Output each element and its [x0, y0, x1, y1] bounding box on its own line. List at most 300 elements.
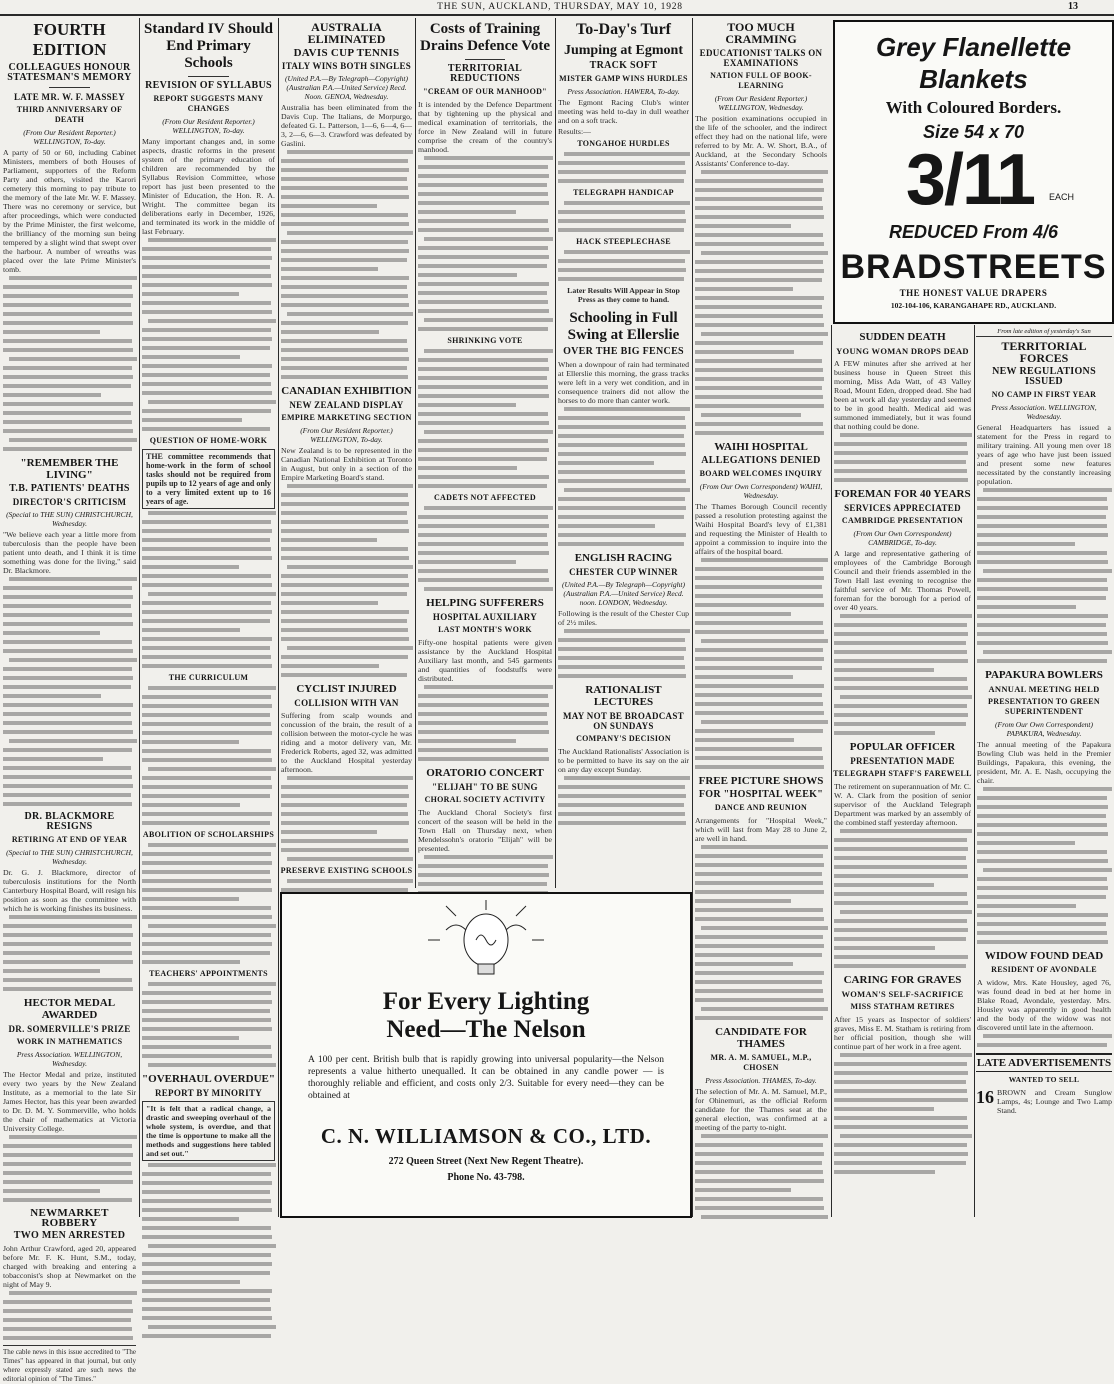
masthead — [0, 0, 1114, 14]
text-line — [142, 301, 271, 305]
headline: HELPING SUFFERERS — [426, 597, 544, 609]
article-text — [142, 511, 275, 668]
text-line — [977, 931, 1107, 935]
text-line — [834, 623, 967, 627]
text-line — [695, 765, 824, 769]
text-line — [148, 686, 276, 690]
text-line — [148, 767, 276, 771]
article-text: The Auckland Choral Society's first concert of the season will be held in the Town Hall on Thursday next, when Mendelssohn's oratorio "Elijah" will be presented. — [418, 808, 552, 853]
text-line — [695, 684, 824, 688]
race-results — [558, 250, 689, 281]
text-line — [701, 926, 828, 930]
text-line — [558, 803, 684, 807]
text-line — [834, 1170, 935, 1174]
text-line — [977, 659, 1107, 663]
subhead: REPORT BY MINORITY — [154, 1088, 263, 1098]
text-line — [142, 722, 271, 726]
text-line — [695, 729, 823, 733]
subhead: PRESENTATION MADE — [850, 756, 955, 766]
ad-reduced: REDUCED From 4/6 — [888, 222, 1059, 242]
masthead-title: THE SUN, AUCKLAND, THURSDAY, MAY 10, 1928 — [437, 2, 683, 12]
section-head: ABOLITION OF SCHOLARSHIPS — [142, 830, 275, 839]
text-line — [3, 348, 133, 352]
text-line — [564, 629, 690, 633]
text-line — [281, 655, 408, 659]
text-line — [834, 964, 966, 968]
text-line — [142, 1181, 272, 1185]
classified-ad — [976, 1088, 1112, 1115]
text-line — [418, 457, 547, 461]
text-line — [695, 872, 822, 876]
text-line — [695, 585, 822, 589]
text-line — [424, 237, 553, 241]
article-text — [977, 488, 1111, 663]
text-line — [9, 1135, 137, 1139]
article-text: Following is the result of the Chester Cup of 2½ miles. — [558, 609, 689, 627]
subhead: LATE MR. W. F. MASSEY — [13, 92, 126, 102]
text-line — [695, 998, 824, 1002]
article-text — [418, 349, 552, 488]
text-line — [142, 373, 270, 377]
text-line — [695, 675, 793, 679]
article-text — [695, 558, 827, 769]
text-line — [281, 628, 408, 632]
text-line — [281, 547, 408, 551]
article-text: Many important changes and, in some aspects, drastic reforms in the present system of the primary education of children are recommended by the Syllabus Revision Committee, whose report has just been presented to the Minister of Education, the Hon. R. A. Wright. The committee began its deliberations early in December, 1926, and terminated its work in the middle of last February. — [142, 137, 275, 236]
text-line — [695, 567, 823, 571]
text-line — [281, 803, 407, 807]
text-line — [418, 228, 549, 232]
subhead: T.B. PATIENTS' DEATHS — [9, 483, 130, 494]
text-line — [3, 321, 133, 325]
text-line — [834, 442, 967, 446]
text-line — [3, 685, 131, 689]
text-line — [834, 677, 967, 681]
article-text: A widow, Mrs. Kate Housley, aged 76, was found dead in bed at her home in Blake Road, Avondale, yesterday. Mrs. Housley was apparently in good health and the body of the widow was not discovered until late in the afternoon. — [977, 978, 1111, 1032]
text-line — [142, 520, 271, 524]
text-line — [281, 583, 409, 587]
text-line — [977, 805, 1108, 809]
text-line — [281, 339, 407, 343]
text-line — [3, 330, 100, 334]
text-line — [3, 757, 103, 761]
text-line — [695, 296, 824, 300]
text-line — [424, 349, 553, 353]
results-label: Results:— — [558, 127, 591, 136]
text-line — [558, 506, 686, 510]
ad-price: 3/11 — [905, 140, 1035, 220]
text-line — [695, 899, 791, 903]
text-line — [3, 676, 133, 680]
text-line — [977, 940, 1108, 944]
subhead: ITALY WINS BOTH SINGLES — [281, 61, 412, 71]
article-text — [558, 776, 689, 825]
text-line — [3, 375, 133, 379]
dateline: Press Association. HAWERA, To-day. — [567, 87, 680, 96]
text-line — [418, 703, 549, 707]
text-line — [834, 1098, 968, 1102]
text-line — [701, 1007, 828, 1011]
text-line — [695, 1161, 822, 1165]
text-line — [977, 877, 1107, 881]
text-line — [564, 776, 690, 780]
text-line — [564, 488, 690, 492]
text-line — [281, 348, 408, 352]
text-line — [834, 1107, 934, 1111]
text-line — [695, 666, 822, 670]
text-line — [142, 861, 272, 865]
text-line — [418, 165, 548, 169]
text-line — [281, 664, 379, 668]
article-text — [142, 843, 275, 964]
text-line — [834, 451, 968, 455]
text-line — [695, 314, 823, 318]
article-text: Australia has been eliminated from the Davis Cup. The Italians, de Morpurgo, defeated G. L. Patterson, 1—6, 6—4, 6—3, 2—6, 6—3. Crawford was defeated by Gaslini. — [281, 103, 412, 148]
text-line — [418, 694, 548, 698]
text-line — [142, 529, 272, 533]
text-line — [3, 924, 132, 928]
text-line — [558, 674, 686, 678]
text-line — [701, 413, 801, 417]
text-line — [695, 395, 823, 399]
text-line — [834, 919, 967, 923]
article-text — [142, 1163, 275, 1338]
subhead: FOR "HOSPITAL WEEK" — [698, 789, 824, 800]
text-line — [834, 937, 966, 941]
text-line — [558, 515, 684, 519]
text-line — [695, 747, 822, 751]
text-line — [142, 538, 270, 542]
headline: "OVERHAUL OVERDUE" — [142, 1073, 275, 1085]
section-head: SHRINKING VOTE — [447, 336, 523, 345]
text-line — [142, 852, 271, 856]
text-line — [695, 206, 823, 210]
text-line — [977, 850, 1107, 854]
text-line — [3, 595, 133, 599]
text-line — [695, 404, 824, 408]
article-text: Dr. G. J. Blackmore, director of tuberculosis institutions for the North Canterbury Hospital Board, will resign his position as soon as the committee with which he is working finishes its business. — [3, 868, 136, 913]
headline: TERRITORIAL FORCES — [1001, 339, 1087, 365]
text-line — [834, 1152, 968, 1156]
text-line — [142, 1018, 271, 1022]
subhead: LAST MONTH'S WORK — [438, 625, 532, 634]
text-line — [701, 845, 828, 849]
section-head: THE CURRICULUM — [168, 673, 249, 682]
text-line — [142, 628, 240, 632]
dateline: (From Our Resident Reporter.) WELLINGTON, To-day. — [23, 128, 116, 146]
text-line — [3, 1309, 133, 1313]
article-text: The annual meeting of the Papakura Bowling Club was held in the Premier Buildings, Papakura, this evening, the president, Mr. A. E. Nash, occupying the chair. — [977, 740, 1111, 785]
text-line — [558, 812, 685, 816]
article-text — [834, 1053, 971, 1174]
text-line — [142, 879, 271, 883]
text-line — [418, 264, 547, 268]
article-text — [418, 156, 552, 331]
text-line — [142, 1289, 272, 1293]
text-line — [564, 250, 690, 254]
text-line — [558, 665, 685, 669]
text-line — [142, 915, 272, 919]
text-line — [3, 1336, 133, 1340]
text-line — [418, 412, 548, 416]
dateline: (From Our Own Correspondent) CAMBRIDGE, To-day. — [853, 529, 952, 547]
text-line — [418, 309, 549, 313]
text-line — [3, 802, 132, 806]
text-line — [142, 664, 272, 668]
text-line — [3, 604, 131, 608]
text-line — [558, 210, 685, 214]
text-line — [281, 785, 408, 789]
text-line — [3, 942, 131, 946]
text-line — [977, 497, 1107, 501]
text-line — [695, 603, 824, 607]
text-line — [695, 431, 824, 435]
text-line — [840, 695, 972, 699]
text-line — [983, 787, 1112, 791]
text-line — [695, 756, 823, 760]
text-line — [558, 533, 686, 537]
text-line — [142, 619, 270, 623]
text-line — [840, 829, 972, 833]
ad-phone: Phone No. 43-798. — [447, 1172, 525, 1183]
text-line — [281, 830, 377, 834]
text-line — [281, 601, 378, 605]
headline: FOREMAN FOR 40 YEARS — [834, 488, 971, 500]
text-line — [281, 538, 377, 542]
text-line — [695, 305, 822, 309]
subhead: OVER THE BIG FENCES — [563, 346, 684, 357]
text-line — [558, 497, 685, 501]
text-line — [834, 686, 968, 690]
text-line — [558, 656, 684, 660]
text-line — [3, 294, 133, 298]
text-line — [281, 204, 377, 208]
article-text — [695, 170, 827, 435]
text-line — [287, 857, 413, 861]
column-7 — [833, 328, 972, 1216]
text-line — [418, 376, 547, 380]
text-line — [287, 776, 413, 780]
article-text: General Headquarters has issued a statement for the Press in regard to military training. All young men over 18 years of age who have just been issued and present some new features necessitated by the constantly increasing population. — [977, 423, 1111, 486]
text-line — [977, 506, 1108, 510]
text-line — [695, 188, 824, 192]
text-line — [834, 731, 935, 735]
text-line — [142, 785, 272, 789]
text-line — [142, 713, 270, 717]
text-line — [281, 821, 409, 825]
text-line — [418, 291, 547, 295]
text-line — [701, 639, 828, 643]
text-line — [3, 960, 133, 964]
article-text — [834, 614, 971, 735]
text-line — [834, 722, 966, 726]
text-line — [142, 933, 271, 937]
text-line — [695, 917, 824, 921]
text-line — [834, 874, 968, 878]
text-line — [834, 478, 968, 482]
text-line — [142, 328, 271, 332]
lighting-advertisement — [280, 892, 692, 1218]
text-line — [418, 515, 548, 519]
text-line — [148, 1325, 276, 1329]
text-line — [558, 179, 684, 183]
text-line — [977, 542, 1075, 546]
dateline: Press Association. WELLINGTON, Wednesday. — [16, 1050, 123, 1068]
text-line — [281, 213, 408, 217]
race-title: TONGAHOE HURDLES — [577, 139, 670, 148]
text-line — [142, 1054, 272, 1058]
headline: COLLEAGUES HONOUR STATESMAN'S MEMORY — [7, 62, 132, 83]
dateline: (Special to THE SUN) CHRISTCHURCH, Wednesday. — [6, 848, 133, 866]
text-line — [142, 1334, 271, 1338]
subhead: NEW REGULATIONS ISSUED — [992, 366, 1096, 387]
text-line — [695, 989, 823, 993]
ad-company: C. N. WILLIAMSON & CO., LTD. — [320, 1124, 652, 1148]
text-line — [142, 1027, 272, 1031]
text-line — [142, 1172, 271, 1176]
subhead: NO CAMP IN FIRST YEAR — [991, 390, 1097, 399]
text-line — [148, 511, 276, 515]
text-line — [695, 233, 823, 237]
text-line — [695, 1179, 824, 1183]
race-results — [558, 629, 689, 678]
text-line — [424, 156, 553, 160]
subhead: TELEGRAPH STAFF'S FAREWELL — [833, 769, 972, 778]
headline: RATIONALIST LECTURES — [585, 684, 662, 708]
text-line — [834, 1116, 967, 1120]
text-line — [558, 470, 685, 474]
text-line — [148, 1063, 276, 1067]
text-line — [3, 1327, 132, 1331]
text-line — [418, 578, 549, 582]
dateline: (From Our Resident Reporter.) WELLINGTON, To-day. — [162, 117, 255, 135]
column-3 — [280, 18, 413, 888]
text-line — [142, 1262, 272, 1266]
text-line — [142, 1307, 271, 1311]
section-head: TEACHERS' APPOINTMENTS — [149, 969, 268, 978]
text-line — [142, 601, 271, 605]
text-line — [142, 1009, 270, 1013]
text-line — [558, 638, 685, 642]
text-line — [142, 740, 239, 744]
text-line — [9, 276, 137, 280]
text-line — [142, 1045, 271, 1049]
text-line — [287, 484, 413, 488]
article-text: The retirement on superannuation of Mr. C. W. A. Clark from the position of senior supervisor of the Auckland Telegraph Department was marked by an assembly of the combined staff yesterday afternoon. — [834, 782, 971, 827]
text-line — [3, 429, 133, 433]
text-line — [418, 327, 548, 331]
text-line — [3, 631, 100, 635]
text-line — [3, 586, 132, 590]
text-line — [3, 793, 131, 797]
pull-quote: "It is felt that a radical change, a drastic and sweeping overhaul of the whole system, is overdue, and that the time is opportune to make all the methods and suggestions here tabled and set out." — [142, 1101, 275, 1161]
text-line — [977, 823, 1107, 827]
text-line — [9, 915, 137, 919]
text-line — [840, 433, 972, 437]
text-line — [142, 870, 270, 874]
headline: AUSTRALIA ELIMINATED — [307, 20, 386, 46]
text-line — [834, 1125, 968, 1129]
subhead: COMPANY'S DECISION — [576, 734, 671, 743]
text-line — [977, 515, 1106, 519]
article-text: After 15 years as Inspector of soldiers' graves, Miss E. M. Statham is retiring from her official position, though she will continue part of her work in a free agent. — [834, 1015, 971, 1051]
headline: HECTOR MEDAL AWARDED — [23, 997, 116, 1021]
text-line — [564, 152, 690, 156]
subhead: THIRD ANNIVERSARY OF DEATH — [16, 105, 123, 124]
text-line — [977, 560, 1108, 564]
text-line — [142, 292, 239, 296]
subhead: ANNUAL MEETING HELD — [988, 684, 1100, 694]
text-line — [695, 881, 823, 885]
text-line — [142, 1235, 272, 1239]
text-line — [3, 613, 132, 617]
text-line — [142, 1271, 270, 1275]
text-line — [834, 668, 934, 672]
text-line — [695, 863, 824, 867]
text-line — [418, 475, 549, 479]
article-text — [834, 433, 971, 482]
text-line — [695, 693, 822, 697]
text-line — [695, 980, 822, 984]
text-line — [148, 400, 276, 404]
text-line — [695, 890, 824, 894]
subhead: MISTER GAMP WINS HURDLES — [559, 74, 688, 83]
text-line — [834, 641, 966, 645]
text-line — [695, 242, 824, 246]
text-line — [3, 1180, 133, 1184]
text-line — [281, 520, 408, 524]
text-line — [834, 865, 967, 869]
text-line — [834, 469, 967, 473]
text-line — [148, 843, 276, 847]
text-line — [148, 319, 276, 323]
column-1 — [2, 18, 137, 1383]
text-line — [983, 650, 1112, 654]
text-line — [142, 427, 270, 431]
subhead: WOMAN'S SELF-SACRIFICE — [841, 989, 964, 999]
footnote: The cable news in this issue accredited to "The Times" has appeared in that journal, but only where expressly stated are such news the editorial opinion of "The Times." — [3, 1345, 136, 1384]
text-line — [418, 300, 548, 304]
text-line — [3, 978, 132, 982]
text-line — [695, 1016, 823, 1020]
article-text — [558, 407, 689, 546]
classified-number: 16 — [976, 1087, 994, 1107]
text-line — [3, 312, 132, 316]
section-head: CADETS NOT AFFECTED — [433, 493, 537, 502]
text-line — [3, 1189, 100, 1193]
article-text: The Thames Borough Council recently passed a resolution protesting against the Waihi Hospital Board's levy of £1,381 and requesting the Minister of Health to appoint a commission to inquire into the affairs of the hospital board. — [695, 502, 827, 556]
text-line — [3, 933, 133, 937]
text-line — [281, 186, 408, 190]
text-line — [695, 935, 823, 939]
text-line — [418, 748, 548, 752]
text-line — [558, 228, 684, 232]
ad-tagline: THE HONEST VALUE DRAPERS — [899, 288, 1048, 298]
headline: ORATORIO CONCERT — [426, 767, 544, 779]
text-line — [142, 355, 240, 359]
text-line — [148, 238, 276, 242]
text-line — [281, 267, 378, 271]
text-line — [418, 174, 549, 178]
text-line — [695, 377, 824, 381]
article-text — [142, 686, 275, 825]
text-line — [695, 621, 823, 625]
article-text — [834, 829, 971, 968]
text-line — [695, 576, 824, 580]
text-line — [834, 1161, 966, 1165]
text-line — [695, 908, 823, 912]
article-text: A party of 50 or 60, including Cabinet Ministers, members of both Houses of Parliament, supporters of the Reform Party and others, visited the Karori cemetery this morning to pay tribute to the memory of the late Mr. W. F. Massey. There was no ceremony or service, but after proceedings, which were conducted by the Prime Minister, the first welcome, the brilliancy of the morning sun being tempered by a slight wind that swept over the harbour. A number of wreaths was placed over the late Prime Minister's tomb. — [3, 148, 136, 274]
